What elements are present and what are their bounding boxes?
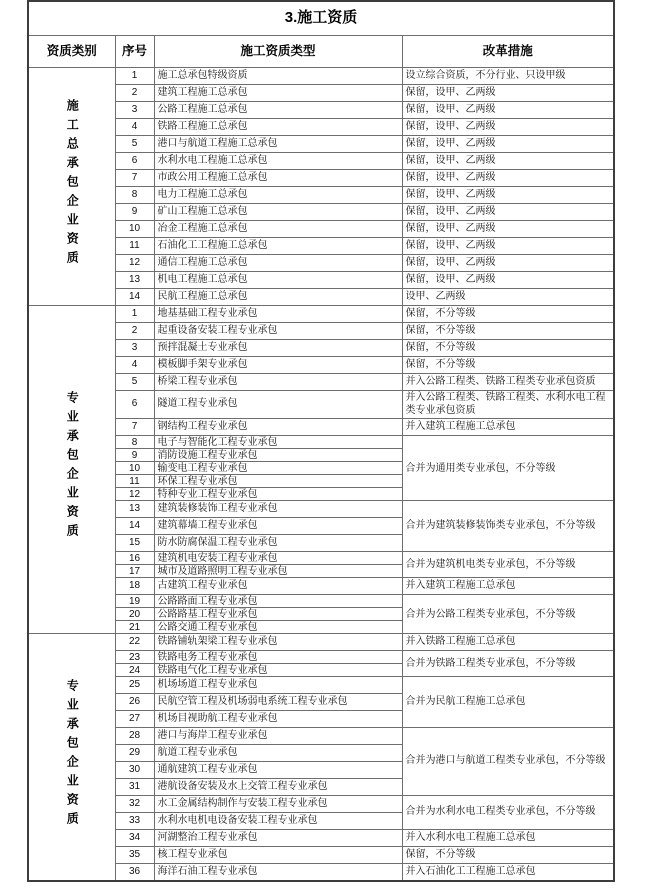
reform-measure-cell: 保留，不分等级 [402, 847, 614, 864]
table-row [28, 170, 614, 187]
qualification-type-cell: 起重设备安装工程专业承包 [154, 323, 402, 340]
reform-measure-cell: 并入公路工程类、铁路工程类专业承包资质 [402, 374, 614, 391]
table-row [28, 651, 614, 664]
qualification-type-cell: 核工程专业承包 [154, 847, 402, 864]
row-index-cell: 26 [115, 694, 154, 711]
row-index-cell: 5 [115, 374, 154, 391]
table-row [28, 847, 614, 864]
table-row [28, 323, 614, 340]
row-index-cell: 6 [115, 153, 154, 170]
row-index-cell: 1 [115, 68, 154, 85]
qualification-type-cell: 铁路铺轨架梁工程专业承包 [154, 634, 402, 651]
row-index-cell: 2 [115, 323, 154, 340]
table-row [28, 153, 614, 170]
reform-measure-cell: 保留，设甲、乙两级 [402, 119, 614, 136]
table-row [28, 289, 614, 306]
reform-measure-cell: 保留，不分等级 [402, 306, 614, 323]
row-index-cell: 30 [115, 762, 154, 779]
qualification-type-cell: 建筑幕墙工程专业承包 [154, 518, 402, 535]
qualification-type-cell: 港航设备安装及水上交管工程专业承包 [154, 779, 402, 796]
qualification-type-cell: 建筑机电安装工程专业承包 [154, 552, 402, 565]
qualification-type-cell: 桥梁工程专业承包 [154, 374, 402, 391]
reform-measure-cell: 并入建筑工程施工总承包 [402, 578, 614, 595]
row-index-cell: 12 [115, 488, 154, 501]
row-index-cell: 28 [115, 728, 154, 745]
table-row [28, 102, 614, 119]
row-index-cell: 8 [115, 436, 154, 449]
header-row [28, 36, 614, 68]
reform-measure-cell: 合并为建筑机电类专业承包，不分等级 [402, 552, 614, 578]
row-index-cell: 5 [115, 136, 154, 153]
reform-measure-cell: 合并为水利水电工程类专业承包，不分等级 [402, 796, 614, 830]
reform-measure-cell: 并入铁路工程施工总承包 [402, 634, 614, 651]
row-index-cell: 17 [115, 565, 154, 578]
table-row [28, 204, 614, 221]
table-row [28, 552, 614, 565]
qualification-type-cell: 机电工程施工总承包 [154, 272, 402, 289]
qualification-type-cell: 机场目视助航工程专业承包 [154, 711, 402, 728]
qualification-type-cell: 建筑工程施工总承包 [154, 85, 402, 102]
table-row [28, 136, 614, 153]
qualification-type-cell: 铁路电务工程专业承包 [154, 651, 402, 664]
row-index-cell: 12 [115, 255, 154, 272]
qualification-type-cell: 电子与智能化工程专业承包 [154, 436, 402, 449]
table-row [28, 340, 614, 357]
qualification-type-cell: 公路路面工程专业承包 [154, 595, 402, 608]
table-row [28, 68, 614, 85]
row-index-cell: 33 [115, 813, 154, 830]
table-row [28, 796, 614, 813]
qualification-type-cell: 铁路电气化工程专业承包 [154, 664, 402, 677]
qualification-type-cell: 输变电工程专业承包 [154, 462, 402, 475]
qualification-type-cell: 港口与航道工程施工总承包 [154, 136, 402, 153]
table-row [28, 272, 614, 289]
qualification-type-cell: 海洋石油工程专业承包 [154, 864, 402, 881]
reform-measure-cell: 合并为港口与航道工程类专业承包，不分等级 [402, 728, 614, 796]
row-index-cell: 4 [115, 357, 154, 374]
reform-measure-cell: 保留，设甲、乙两级 [402, 102, 614, 119]
row-index-cell: 24 [115, 664, 154, 677]
row-index-cell: 32 [115, 796, 154, 813]
row-index-cell: 14 [115, 518, 154, 535]
table-row [28, 238, 614, 255]
row-index-cell: 23 [115, 651, 154, 664]
table-row [28, 374, 614, 391]
reform-measure-cell: 保留，设甲、乙两级 [402, 153, 614, 170]
table-row [28, 221, 614, 238]
qualification-type-cell: 公路路基工程专业承包 [154, 608, 402, 621]
row-index-cell: 29 [115, 745, 154, 762]
table-row [28, 85, 614, 102]
row-index-cell: 3 [115, 340, 154, 357]
qualification-type-cell: 环保工程专业承包 [154, 475, 402, 488]
row-index-cell: 36 [115, 864, 154, 881]
row-index-cell: 15 [115, 535, 154, 552]
row-index-cell: 31 [115, 779, 154, 796]
reform-measure-cell: 保留，不分等级 [402, 340, 614, 357]
qualification-type-cell: 施工总承包特级资质 [154, 68, 402, 85]
qualification-type-cell: 水利水电工程施工总承包 [154, 153, 402, 170]
table-row [28, 595, 614, 608]
reform-measure-cell: 保留，设甲、乙两级 [402, 272, 614, 289]
table-row [28, 578, 614, 595]
row-index-cell: 9 [115, 204, 154, 221]
row-index-cell: 20 [115, 608, 154, 621]
table-row [28, 391, 614, 419]
table-row [28, 501, 614, 518]
qualification-type-cell: 民航工程施工总承包 [154, 289, 402, 306]
reform-measure-cell: 保留，设甲、乙两级 [402, 255, 614, 272]
reform-measure-cell: 合并为铁路工程类专业承包，不分等级 [402, 651, 614, 677]
row-index-cell: 1 [115, 306, 154, 323]
qualification-type-cell: 消防设施工程专业承包 [154, 449, 402, 462]
table-row [28, 830, 614, 847]
qualification-type-cell: 矿山工程施工总承包 [154, 204, 402, 221]
reform-measure-cell: 合并为民航工程施工总承包 [402, 677, 614, 728]
reform-measure-cell: 保留，不分等级 [402, 323, 614, 340]
qualification-type-cell: 铁路工程施工总承包 [154, 119, 402, 136]
row-index-cell: 22 [115, 634, 154, 651]
column-header-index: 序号 [115, 36, 154, 68]
column-header-type: 施工资质类型 [154, 36, 402, 68]
row-index-cell: 10 [115, 221, 154, 238]
qualification-type-cell: 钢结构工程专业承包 [154, 419, 402, 436]
row-index-cell: 10 [115, 462, 154, 475]
reform-measure-cell: 并入建筑工程施工总承包 [402, 419, 614, 436]
reform-measure-cell: 保留，设甲、乙两级 [402, 85, 614, 102]
reform-measure-cell: 并入水利水电工程施工总承包 [402, 830, 614, 847]
reform-measure-cell: 保留，设甲、乙两级 [402, 204, 614, 221]
table-row [28, 419, 614, 436]
qualification-type-cell: 市政公用工程施工总承包 [154, 170, 402, 187]
row-index-cell: 11 [115, 238, 154, 255]
qualification-type-cell: 防水防腐保温工程专业承包 [154, 535, 402, 552]
qualification-type-cell: 水利水电机电设备安装工程专业承包 [154, 813, 402, 830]
qualification-type-cell: 地基基础工程专业承包 [154, 306, 402, 323]
qualification-type-cell: 城市及道路照明工程专业承包 [154, 565, 402, 578]
table-row [28, 728, 614, 745]
column-header-category: 资质类别 [28, 36, 115, 68]
row-index-cell: 8 [115, 187, 154, 204]
qualification-type-cell: 通信工程施工总承包 [154, 255, 402, 272]
reform-measure-cell: 并入公路工程类、铁路工程类、水利水电工程类专业承包资质 [402, 391, 614, 419]
table-row [28, 677, 614, 694]
category-cell [28, 634, 115, 881]
category-label: 专业承包企业资质 [65, 678, 80, 831]
table-row [28, 357, 614, 374]
qualification-type-cell: 机场场道工程专业承包 [154, 677, 402, 694]
construction-qualifications-table [27, 0, 615, 882]
qualification-type-cell: 石油化工工程施工总承包 [154, 238, 402, 255]
row-index-cell: 34 [115, 830, 154, 847]
qualification-type-cell: 古建筑工程专业承包 [154, 578, 402, 595]
reform-measure-cell: 合并为通用类专业承包，不分等级 [402, 436, 614, 501]
qualification-type-cell: 港口与海岸工程专业承包 [154, 728, 402, 745]
reform-measure-cell: 保留，设甲、乙两级 [402, 187, 614, 204]
row-index-cell: 2 [115, 85, 154, 102]
row-index-cell: 13 [115, 272, 154, 289]
reform-measure-cell: 设甲、乙两级 [402, 289, 614, 306]
qualification-type-cell: 电力工程施工总承包 [154, 187, 402, 204]
reform-measure-cell: 保留，不分等级 [402, 357, 614, 374]
row-index-cell: 4 [115, 119, 154, 136]
table-row [28, 634, 614, 651]
row-index-cell: 16 [115, 552, 154, 565]
table-row [28, 187, 614, 204]
reform-measure-cell: 保留，设甲、乙两级 [402, 170, 614, 187]
row-index-cell: 18 [115, 578, 154, 595]
qualification-type-cell: 模板脚手架专业承包 [154, 357, 402, 374]
table-row [28, 306, 614, 323]
table-title: 3.施工资质 [28, 1, 614, 36]
reform-measure-cell: 合并为建筑装修装饰类专业承包，不分等级 [402, 501, 614, 552]
row-index-cell: 13 [115, 501, 154, 518]
row-index-cell: 7 [115, 419, 154, 436]
qualification-type-cell: 冶金工程施工总承包 [154, 221, 402, 238]
qualification-type-cell: 通航建筑工程专业承包 [154, 762, 402, 779]
row-index-cell: 27 [115, 711, 154, 728]
table-row [28, 436, 614, 449]
row-index-cell: 7 [115, 170, 154, 187]
category-label: 专业承包企业资质 [65, 391, 80, 544]
table-row [28, 864, 614, 881]
reform-measure-cell: 并入石油化工工程施工总承包 [402, 864, 614, 881]
row-index-cell: 6 [115, 391, 154, 419]
category-cell [28, 306, 115, 634]
row-index-cell: 11 [115, 475, 154, 488]
qualification-type-cell: 民航空管工程及机场弱电系统工程专业承包 [154, 694, 402, 711]
title-row [28, 1, 614, 36]
reform-measure-cell: 设立综合资质，不分行业、只设甲级 [402, 68, 614, 85]
row-index-cell: 9 [115, 449, 154, 462]
row-index-cell: 35 [115, 847, 154, 864]
column-header-reform: 改革措施 [402, 36, 614, 68]
category-cell [28, 68, 115, 306]
table-row [28, 255, 614, 272]
qualification-type-cell: 水工金属结构制作与安装工程专业承包 [154, 796, 402, 813]
row-index-cell: 25 [115, 677, 154, 694]
qualification-type-cell: 河湖整治工程专业承包 [154, 830, 402, 847]
row-index-cell: 14 [115, 289, 154, 306]
reform-measure-cell: 保留，设甲、乙两级 [402, 136, 614, 153]
reform-measure-cell: 合并为公路工程类专业承包，不分等级 [402, 595, 614, 634]
table-row [28, 119, 614, 136]
qualification-type-cell: 隧道工程专业承包 [154, 391, 402, 419]
qualification-type-cell: 航道工程专业承包 [154, 745, 402, 762]
qualification-type-cell: 建筑装修装饰工程专业承包 [154, 501, 402, 518]
qualification-type-cell: 公路工程施工总承包 [154, 102, 402, 119]
qualification-type-cell: 公路交通工程专业承包 [154, 621, 402, 634]
row-index-cell: 19 [115, 595, 154, 608]
row-index-cell: 3 [115, 102, 154, 119]
qualification-type-cell: 预拌混凝土专业承包 [154, 340, 402, 357]
qualification-type-cell: 特种专业工程专业承包 [154, 488, 402, 501]
reform-measure-cell: 保留，设甲、乙两级 [402, 238, 614, 255]
reform-measure-cell: 保留，设甲、乙两级 [402, 221, 614, 238]
row-index-cell: 21 [115, 621, 154, 634]
category-label: 施工总承包企业资质 [65, 98, 80, 270]
